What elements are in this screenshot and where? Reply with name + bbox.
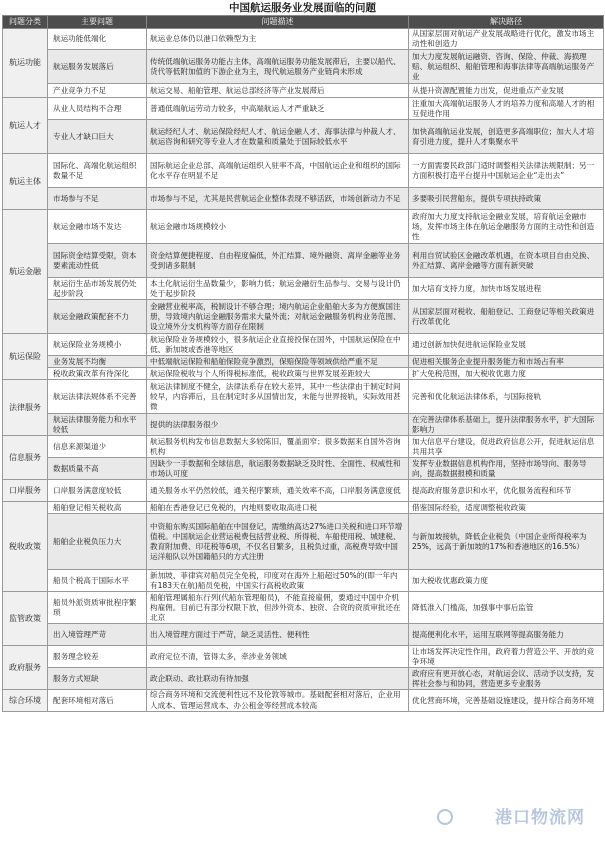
description-cell: 国际航运企业总部、高端航运组织入驻率不高，中国航运企业和组织的国际化水平存在明显不足 xyxy=(147,154,409,188)
problem-cell: 市场参与不足 xyxy=(48,188,147,210)
watermark: 港口物流网 xyxy=(495,808,585,828)
problem-cell: 出入境管理严苛 xyxy=(48,624,147,646)
description-cell: 资金结算便捷程度、自由程度偏低，外汇结算、境外融资、离岸金融等业务受到诸多限制 xyxy=(147,244,409,278)
category-cell: 信息服务 xyxy=(3,436,48,480)
description-cell: 船舶在香港登记已免税的，内地则要收取高进口税 xyxy=(147,502,409,514)
table-row xyxy=(3,502,604,514)
description-cell: 提供的法律服务很少 xyxy=(147,414,409,436)
solution-cell: 多要吸引民营船东，提供专项扶持政策 xyxy=(409,188,604,210)
header-category: 问题分类 xyxy=(3,16,48,29)
solution-cell: 利用自贸试验区金融改革机遇，在资本项目自由兑换、外汇结算、离岸金融等方面有新突破 xyxy=(409,244,604,278)
description-cell: 本土化航运衍生品数量少，影响力低；航运金融衍生品参与、交易与设计仍处于起步阶段 xyxy=(147,278,409,300)
description-cell: 航运保险税收与个人所得税标准低，税收政策与世界发展差距较大 xyxy=(147,368,409,380)
solution-cell: 与新加坡接轨，降低企业税负（中国企业所得税率为25%，远高于新加坡的17%和香港地区的16.5%） xyxy=(409,514,604,570)
solution-cell: 提高便利化水平，运用互联网等提高服务能力 xyxy=(409,624,604,646)
description-cell: 政企联动、政社联动有待加强 xyxy=(147,668,409,690)
problem-cell: 配套环境相对落后 xyxy=(48,690,147,711)
solution-cell: 在完善法律体系基础上，提升法律服务水平，扩大国际影响力 xyxy=(409,414,604,436)
problem-cell: 航运衍生品市场发展仍处起步阶段 xyxy=(48,278,147,300)
description-cell: 因缺少一手数据和全球信息，航运服务数据缺乏及时性、全面性、权威性和市场认可度 xyxy=(147,458,409,480)
problem-cell: 业务发展不均衡 xyxy=(48,356,147,368)
issues-table xyxy=(2,15,604,712)
category-cell: 航运主体 xyxy=(3,154,48,210)
description-cell: 新加坡、菲律宾对船员完全免税，印度对在海外上船超过50%的(即一年内有183天在航)船员免税，中国实行高税收政策 xyxy=(147,570,409,592)
description-cell: 金融营业税率高，税制设计不够合理；境内航运企业船舶大多为方便旗国注册，导致境内航运金融服务需求大量外流；对航运金融服务机构业务范围、设立境外分支机构等方面存在限制 xyxy=(147,300,409,334)
problem-cell: 从业人员结构不合理 xyxy=(48,98,147,120)
description-cell: 传统低端航运服务功能占主体，高端航运服务功能发展滞后，主要以船代、货代等低附加值的下游企业为主，现代航运服务产业链尚未形成 xyxy=(147,50,409,84)
problem-cell: 船舶企业税负压力大 xyxy=(48,514,147,570)
problem-cell: 数据质量不高 xyxy=(48,458,147,480)
solution-cell: 政府应有更开放心态，对航运会议、活动予以支持，发挥社会参与和协同，营造更多专业服务 xyxy=(409,668,604,690)
watermark-logo-icon xyxy=(437,809,453,825)
solution-cell: 注重加大高端航运服务人才的培养力度和高端人才的相互促进作用 xyxy=(409,98,604,120)
header-solution: 解决路径 xyxy=(409,16,604,29)
table-header-row xyxy=(3,16,604,29)
table-row xyxy=(3,356,604,368)
description-cell: 通关服务水平仍然较低，通关程序繁琐，通关效率不高，口岸服务满意度低 xyxy=(147,480,409,502)
solution-cell: 扩大免税范围，加大税收优惠力度 xyxy=(409,368,604,380)
table-row xyxy=(3,98,604,120)
table-row xyxy=(3,380,604,414)
table-row xyxy=(3,210,604,244)
description-cell: 综合商务环境和交流便利性远不及伦敦等城市。基础配套相对落后，企业用人成本、管理运营成本、办公租金等经营成本较高 xyxy=(147,690,409,711)
table-row xyxy=(3,480,604,502)
description-cell: 市场参与不足，尤其是民营航运企业整体表现不够活跃，市场创新动力不足 xyxy=(147,188,409,210)
problem-cell: 国际化、高端化航运组织数量不足 xyxy=(48,154,147,188)
table-row xyxy=(3,414,604,436)
solution-cell: 从国家层面对税收、船舶登记、工商登记等相关政策进行改革优化 xyxy=(409,300,604,334)
solution-cell: 一方面需要民政部门适时调整相关法律法规限制；另一方面积极打造平台提升中国航运企业“走出去” xyxy=(409,154,604,188)
problem-cell: 船舶登记相关税收高 xyxy=(48,502,147,514)
table-row xyxy=(3,120,604,154)
problem-cell: 航运金融市场不发达 xyxy=(48,210,147,244)
description-cell: 中资船东购买国际船舶在中国登记，需缴纳高达27%进口关税和进口环节增值税。中国航运企业营运税费包括营业税、所得税、车船使用税、城建税、教育附加费、印花税等6项，不仅名目繁多，且税负过重，高税费导致中国运洋船队以外国籍船只的方式注册 xyxy=(147,514,409,570)
category-cell: 航运保险 xyxy=(3,334,48,380)
table-row xyxy=(3,458,604,480)
table-row xyxy=(3,646,604,668)
problem-cell: 税收政策改革有待深化 xyxy=(48,368,147,380)
category-cell: 航运人才 xyxy=(3,98,48,154)
problem-cell: 船员个税高于国际水平 xyxy=(48,570,147,592)
description-cell: 政府定位不清，管得太多，牵涉业务领域 xyxy=(147,646,409,668)
problem-cell: 航运保险业务规模小 xyxy=(48,334,147,356)
category-cell: 政府服务 xyxy=(3,646,48,690)
problem-cell: 航运服务发展落后 xyxy=(48,50,147,84)
solution-cell: 加大力度发展航运融资、咨询、保险、仲裁、海损理赔、航运组织、船舶管理和海事法律等高端航运服务产业 xyxy=(409,50,604,84)
description-cell: 普通低端航运劳动力较多，中高端航运人才严重缺乏 xyxy=(147,98,409,120)
solution-cell: 完善和优化航运法律体系，与国际接轨 xyxy=(409,380,604,414)
table-row xyxy=(3,690,604,711)
category-cell: 航运功能 xyxy=(3,29,48,98)
header-description: 问题描述 xyxy=(147,16,409,29)
solution-cell: 加大税收优惠政策力度 xyxy=(409,570,604,592)
problem-cell: 航运功能低端化 xyxy=(48,29,147,50)
solution-cell: 借鉴国际经验，适度调整税收政策 xyxy=(409,502,604,514)
problem-cell: 船员外派资质审批程序繁琐 xyxy=(48,592,147,624)
solution-cell: 提高政府服务意识和水平，优化服务流程和环节 xyxy=(409,480,604,502)
table-row xyxy=(3,668,604,690)
problem-cell: 信息来源渠道少 xyxy=(48,436,147,458)
table-row xyxy=(3,592,604,624)
table-row xyxy=(3,278,604,300)
table-row xyxy=(3,50,604,84)
category-cell: 税收政策 xyxy=(3,502,48,592)
solution-cell: 发挥专业数据信息机构作用，坚持市场导向、服务导向，提高数据报模和质量 xyxy=(409,458,604,480)
solution-cell: 从提升资源配置能力出发，促进重点产业发展 xyxy=(409,84,604,98)
table-body xyxy=(3,29,604,712)
table-row xyxy=(3,436,604,458)
category-cell: 航运金融 xyxy=(3,210,48,334)
description-cell: 航运法律制度不健全，法律法系存在较大差异，其中一些法律由于制定时间较早，内容滞后，且在制定时多从国情出发，未能与世界接轨，实际效用甚微 xyxy=(147,380,409,414)
description-cell: 航运金融市场规模较小 xyxy=(147,210,409,244)
category-cell: 综合环境 xyxy=(3,690,48,711)
solution-cell: 加大信息平台建设，促进政府信息公开，促进航运信息共用共享 xyxy=(409,436,604,458)
problem-cell: 航运法律法规体系不完善 xyxy=(48,380,147,414)
solution-cell: 政府加大力度支持航运金融业发展，培育航运金融市场，发挥市场主体在航运金融服务方面的主动性和创造性 xyxy=(409,210,604,244)
solution-cell: 促进相关服务企业提升服务能力和市场占有率 xyxy=(409,356,604,368)
problem-cell: 航运法律服务能力和水平较低 xyxy=(48,414,147,436)
header-problem: 主要问题 xyxy=(48,16,147,29)
description-cell: 中低端航运保险和船舶保险竞争激烈，保赔保险等领域供给严重不足 xyxy=(147,356,409,368)
solution-cell: 加大培育支持力度，加快市场发展进程 xyxy=(409,278,604,300)
table-row xyxy=(3,514,604,570)
problem-cell: 服务理念较差 xyxy=(48,646,147,668)
category-cell: 监管政策 xyxy=(3,592,48,646)
description-cell: 航运保险业务规模较小，很多航运企业直接投保在国外，中国航运保险在中低、新加坡或香港等地区 xyxy=(147,334,409,356)
description-cell: 航运交易、船舶管理、航运总部经济等产业发展滞后 xyxy=(147,84,409,98)
problem-cell: 国际资金结算受限，资本要素流动性低 xyxy=(48,244,147,278)
solution-cell: 通过创新加快促进航运保险业发展 xyxy=(409,334,604,356)
table-row xyxy=(3,84,604,98)
page-title: 中国航运服务业发展面临的问题 xyxy=(229,2,376,14)
description-cell: 航运经纪人才、航运保险经纪人才、航运金融人才、海事法律与仲裁人才、航运咨询和研究等专业人才在数量和质量处于国际较低水平 xyxy=(147,120,409,154)
solution-cell: 优化营商环境，完善基础设施建设，提升综合商务环境 xyxy=(409,690,604,711)
solution-cell: 让市场发挥决定性作用，政府着力营造公平、开放的竞争环境 xyxy=(409,646,604,668)
problem-cell: 航运金融政策配套不力 xyxy=(48,300,147,334)
table-row xyxy=(3,188,604,210)
solution-cell: 从国家层面对航运产业发展战略进行优化，激发市场主动性和创造力 xyxy=(409,29,604,50)
problem-cell: 产业竞争力不足 xyxy=(48,84,147,98)
category-cell: 口岸服务 xyxy=(3,480,48,502)
description-cell: 出入境管理方面过于严苛，缺乏灵活性、便利性 xyxy=(147,624,409,646)
problem-cell: 专业人才缺口巨大 xyxy=(48,120,147,154)
category-cell: 法律服务 xyxy=(3,380,48,436)
description-cell: 航运服务机构发布信息数据大多较陈旧，覆盖面窄；很多数据来自国外咨询机构 xyxy=(147,436,409,458)
solution-cell: 加快高端航运业发展，创造更多高端职位；加大人才培育引进力度，提升人才集聚水平 xyxy=(409,120,604,154)
description-cell: 航运业总体仍以港口依赖型为主 xyxy=(147,29,409,50)
description-cell: 船舶管理属船东行列(代船东管理船员)，不能直接雇佣，要通过中国中介机构雇佣。目前已有部分权限下放，但涉外资本、独资、合资的资质审批还在北京 xyxy=(147,592,409,624)
problem-cell: 服务方式短缺 xyxy=(48,668,147,690)
table-row xyxy=(3,29,604,50)
table-row xyxy=(3,154,604,188)
problem-cell: 口岸服务满意度较低 xyxy=(48,480,147,502)
table-row xyxy=(3,624,604,646)
table-row xyxy=(3,368,604,380)
table-row xyxy=(3,244,604,278)
table-row xyxy=(3,570,604,592)
solution-cell: 降低准入门槛高，加强事中事后监管 xyxy=(409,592,604,624)
table-row xyxy=(3,300,604,334)
table-row xyxy=(3,334,604,356)
